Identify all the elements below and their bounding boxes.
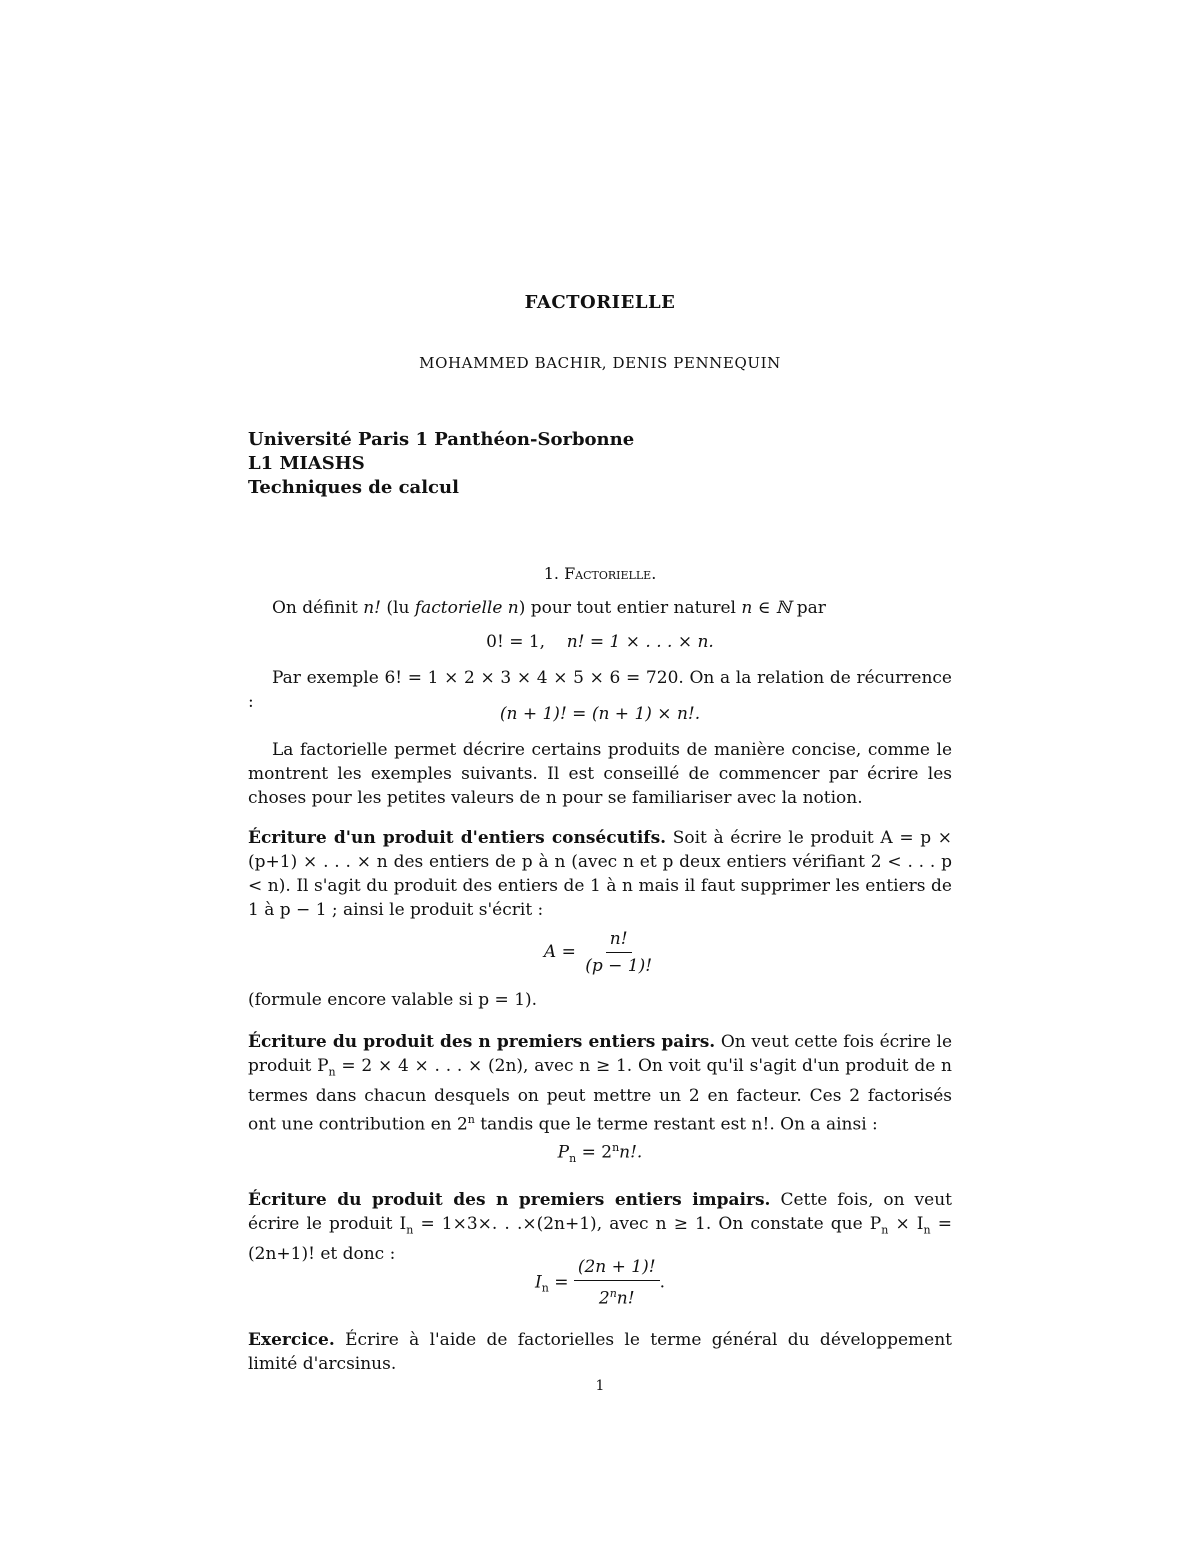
def-text-e: par — [791, 598, 826, 618]
equation-even — [248, 1136, 952, 1171]
block-consecutive — [248, 826, 952, 922]
section-heading — [248, 564, 952, 583]
fraction-numerator: n! — [606, 928, 632, 953]
block-even-text-c: tandis que le terme restant est n!. On a ainsi : — [474, 1115, 878, 1136]
eq-odd-period: . — [659, 1272, 665, 1293]
block-odd-text-d: = (2n+1)! et donc : — [248, 1214, 952, 1265]
equation-odd — [248, 1256, 952, 1310]
eq1-part-b: n! = 1 × . . . × n. — [566, 632, 714, 652]
block-odd-text-c: × I — [888, 1214, 924, 1234]
odd-sub-1: n — [406, 1223, 414, 1237]
block-even-text-b: = 2 × 4 × . . . × (2n), avec n ≥ 1. On voit qu'il s'agit d'un produit de n termes dans chacun desquels on peut mettre un 2 en facteur. Ces 2 factorisés ont une contribution en 2 — [248, 1056, 952, 1136]
eq-even-sub: n — [569, 1152, 577, 1166]
fraction-denominator: (p − 1)! — [585, 956, 653, 976]
equation-definition — [248, 630, 952, 654]
authors: MOHAMMED BACHIR, DENIS PENNEQUIN — [419, 354, 781, 372]
eq-even-eq: = 2 — [576, 1142, 613, 1163]
fraction-odd-numerator: (2n + 1)! — [574, 1256, 660, 1281]
eq-odd-sub: n — [541, 1281, 549, 1295]
eq-even-P: P — [557, 1142, 570, 1163]
fraction-consecutive — [581, 928, 656, 977]
block-odd-text-b: = 1×3×. . .×(2n+1), avec n ≥ 1. On constate que P — [413, 1214, 882, 1234]
fraction-odd — [574, 1256, 660, 1310]
block-even — [248, 1030, 952, 1137]
den-sup-n: n — [609, 1287, 617, 1300]
definition-paragraph — [248, 596, 952, 620]
eq1-part-a: 0! = 1, — [486, 632, 546, 652]
block-even-heading: Écriture du produit des n premiers entiers pairs. — [248, 1032, 716, 1052]
exercise-text: Écrire à l'aide de factorielles le terme général du développement limité d'arcsinus. — [248, 1330, 952, 1374]
def-math-nfact: n! — [363, 598, 381, 618]
eq-even-sup: n — [612, 1141, 620, 1154]
block-even-text-a: On veut cette fois écrire le produit P — [248, 1032, 953, 1076]
eq-odd-I: I — [534, 1272, 542, 1293]
eq-odd-eq: = — [548, 1272, 569, 1293]
exercise — [248, 1328, 952, 1376]
def-term-factorielle: factorielle n — [414, 598, 519, 618]
def-text-d: ) pour tout entier naturel — [518, 598, 742, 618]
block-consecutive-heading: Écriture d'un produit d'entiers consécutifs. — [248, 828, 667, 848]
affiliation-university: Université Paris 1 Panthéon-Sorbonne — [248, 429, 635, 450]
equation-recurrence: (n + 1)! = (n + 1) × n!. — [499, 704, 701, 724]
equation-consecutive — [248, 928, 952, 977]
exercise-heading: Exercice. — [248, 1330, 335, 1350]
block-odd-heading: Écriture du produit des n premiers entiers impairs. — [248, 1190, 771, 1210]
section-number: 1. — [543, 564, 559, 583]
page-number: 1 — [595, 1378, 605, 1394]
paper-title: FACTORIELLE — [524, 292, 676, 313]
section-title: Factorielle. — [564, 564, 657, 583]
intro-paragraph: La factorielle permet décrire certains produits de manière concise, comme le montrent les exemples suivants. Il est conseillé de commencer par écrire les choses pour les petites valeurs de n pour se familiariser avec la notion. — [248, 740, 952, 808]
subscript-n: n — [328, 1065, 336, 1079]
superscript-n: n — [467, 1113, 475, 1127]
affiliation-course: Techniques de calcul — [248, 477, 459, 498]
fraction-odd-denominator — [595, 1281, 639, 1310]
def-text-b: (lu — [380, 598, 415, 618]
block-odd-text-a: Cette fois, on veut écrire le produit I — [248, 1190, 952, 1234]
def-math-n-in-N: n ∈ ℕ — [741, 598, 792, 618]
eq-even-nfact: n!. — [619, 1142, 643, 1163]
block-consecutive-text: Soit à écrire le produit A = p × (p+1) × . . . × n des entiers de p à n (avec n et p deux entiers vérifiant 2 < . . . p < n). Il s'agit du produit des entiers de 1 à n mais il faut supprimer les entiers de 1 à p − 1 ; ainsi le produit s'écrit : — [248, 828, 952, 920]
odd-sub-2: n — [881, 1223, 889, 1237]
odd-sub-3: n — [923, 1223, 931, 1237]
den-two: 2 — [598, 1288, 610, 1309]
den-nfact: n! — [616, 1288, 635, 1309]
affiliation-program: L1 MIASHS — [248, 453, 365, 474]
block-odd — [248, 1188, 952, 1266]
consecutive-note: (formule encore valable si p = 1). — [248, 990, 538, 1010]
def-text-a: On définit — [272, 598, 364, 618]
eq-consecutive-lhs: A = — [543, 942, 576, 962]
example-paragraph: Par exemple 6! = 1 × 2 × 3 × 4 × 5 × 6 = 720. On a la relation de récurrence : — [248, 668, 952, 712]
